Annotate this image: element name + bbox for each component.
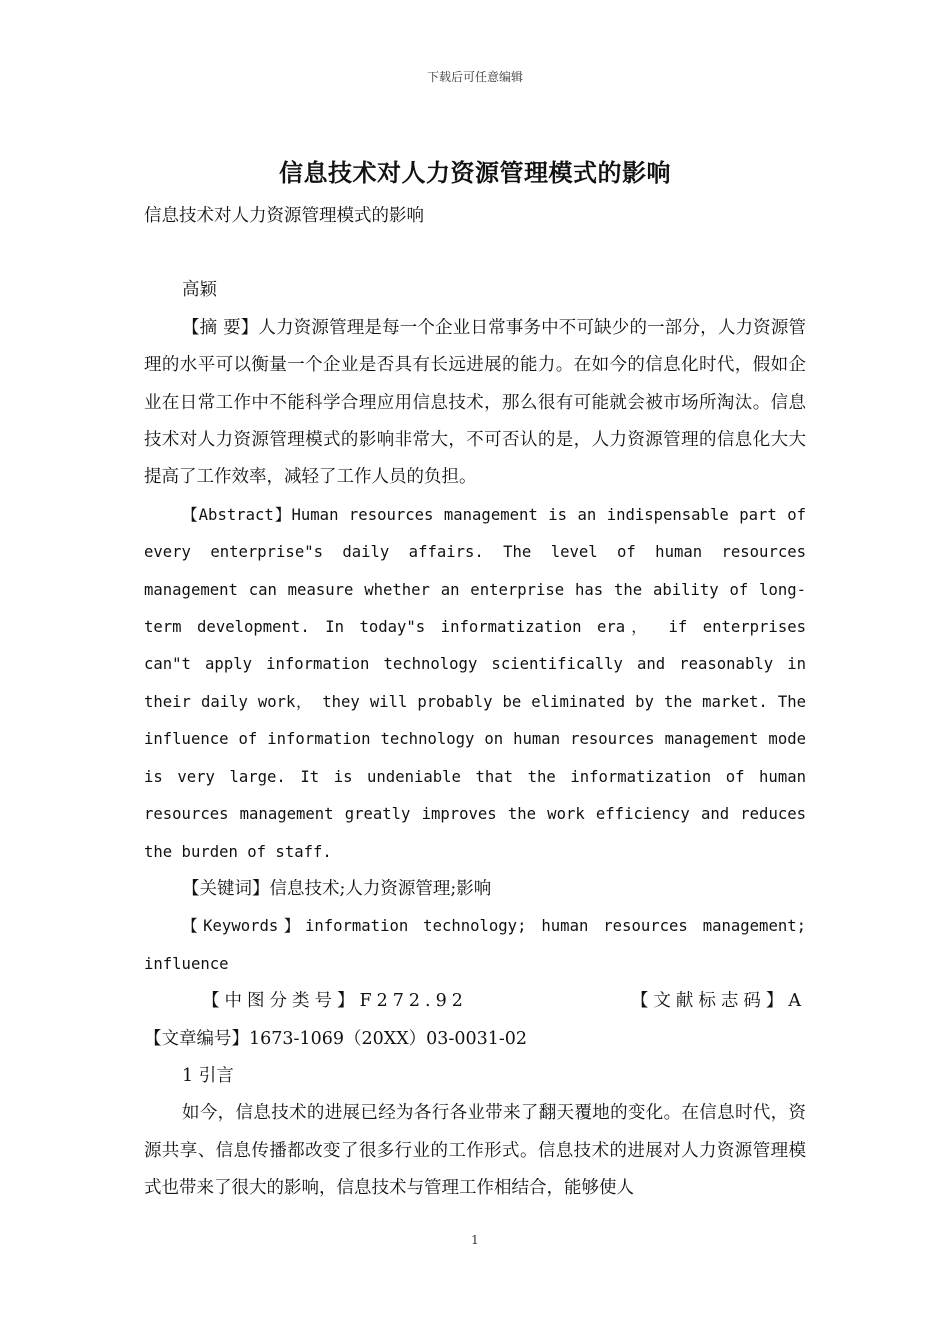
class-number: 【中图分类号】F272.92: [202, 991, 468, 1012]
document-body: [144, 198, 806, 1208]
intro-paragraph: 如今，信息技术的进展已经为各行各业带来了翻天覆地的变化。在信息时代，资源共享、信息传播都改变了很多行业的工作形式。信息技术的进展对人力资源管理模式也带来了很大的影响，信息技术与管理工作相结合，能够使人: [144, 1103, 806, 1199]
document-title: 信息技术对人力资源管理模式的影响: [279, 159, 671, 187]
spacer: [144, 235, 806, 272]
section-heading: 1 引言: [182, 1065, 234, 1086]
classification-line: [144, 983, 806, 1020]
subtitle: 信息技术对人力资源管理模式的影响: [144, 206, 424, 226]
abstract-chinese: 【摘 要】人力资源管理是每一个企业日常事务中不可缺少的一部分，人力资源管理的水平可以衡量一个企业是否具有长远进展的能力。在如今的信息化时代，假如企业在日常工作中不能科学合理应用信息技术，那么很有可能就会被市场所淘汰。信息技术对人力资源管理模式的影响非常大，不可否认的是，人力资源管理的信息化大大提高了工作效率，减轻了工作人员的负担。: [144, 317, 806, 488]
article-number: 【文章编号】1673-1069（20XX）03-0031-02: [144, 1028, 528, 1049]
abstract-english: 【Abstract】Human resources management is an indispensable part of every enterprise"s daily affairs. The level of human resources management can measure whether an enterprise has the ability of long-term development. In today"s informatization era， if enterprises can"t apply information technology scientifically and reasonably in their daily work， they will probably be eliminated by the market. The influence of information technology on human resources management mode is very large. It is undeniable that the informatization of human resources management greatly improves the work efficiency and reduces the burden of staff.: [144, 505, 806, 861]
header-note: 下载后可任意编辑: [426, 70, 523, 84]
page-number: 1: [471, 1233, 479, 1247]
keywords-chinese: 【关键词】信息技术;人力资源管理;影响: [182, 878, 492, 899]
author: 高颖: [182, 280, 217, 301]
keywords-english: 【Keywords】information technology; human resources management; influence: [144, 917, 806, 973]
document-code: 【文献标志码】A: [630, 991, 806, 1012]
